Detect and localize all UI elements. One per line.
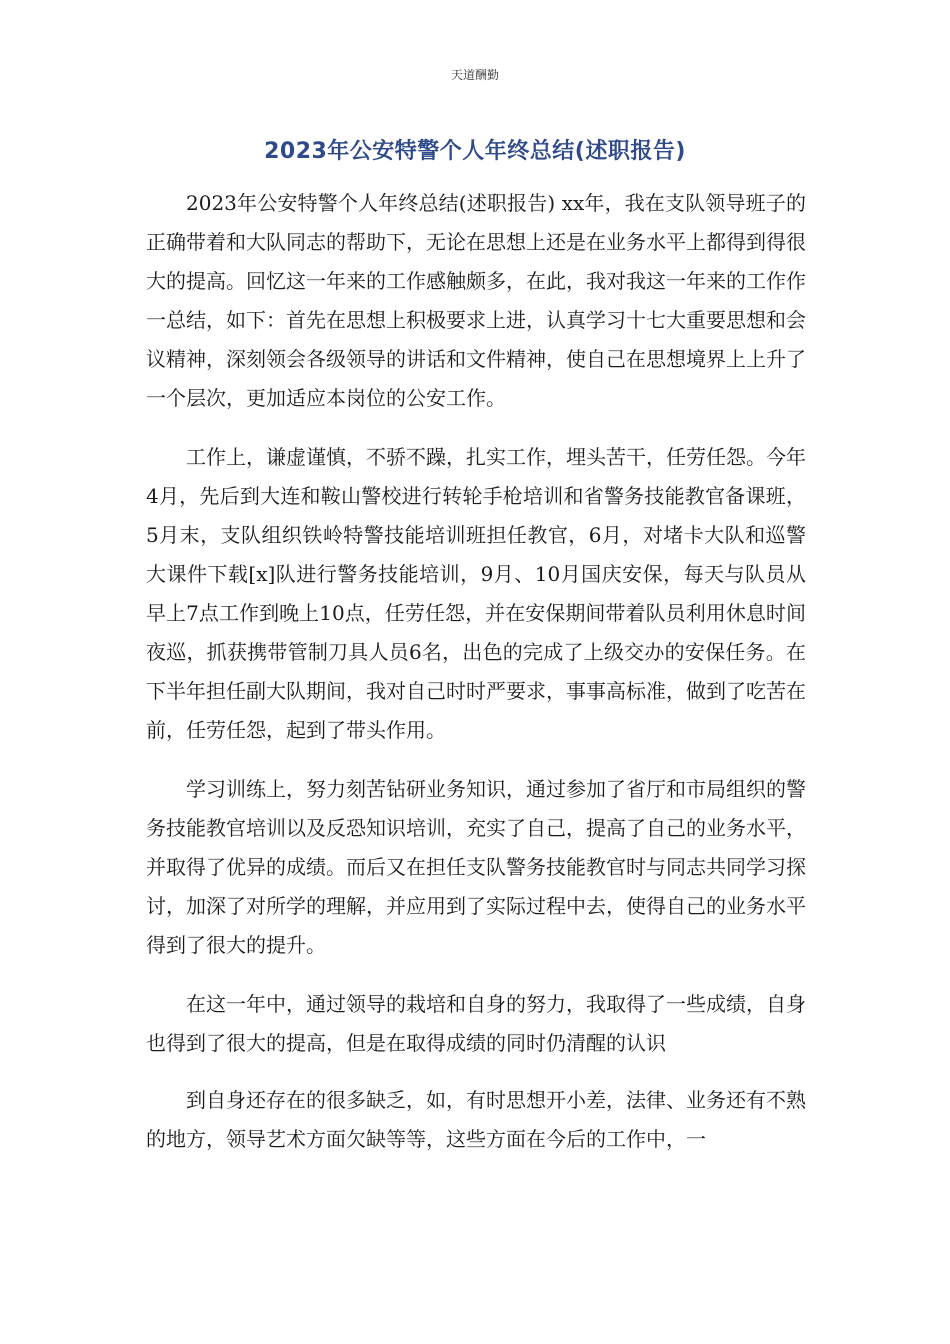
paragraph-2: 工作上，谦虚谨慎，不骄不躁，扎实工作，埋头苦干，任劳任怨。今年4月，先后到大连和鞍山警校进行转轮手枪培训和省警务技能教官备课班，5月末，支队组织铁岭特警技能培训班担任教官，6月，对堵卡大队和巡警大课件下载[x]队进行警务技能培训，9月、10月国庆安保，每天与队员从早上7点工作到晚上10点，任劳任怨，并在安保期间带着队员利用休息时间夜巡，抓获携带管制刀具人员6名，出色的完成了上级交办的安保任务。在下半年担任副大队期间，我对自己时时严要求，事事高标准，做到了吃苦在前，任劳任怨，起到了带头作用。 <box>146 445 806 742</box>
document-body <box>146 184 806 1179</box>
paragraph-5: 到自身还存在的很多缺乏，如，有时思想开小差，法律、业务还有不熟的地方，领导艺术方面欠缺等等，这些方面在今后的工作中，一 <box>146 1088 806 1151</box>
paragraph-1: 2023年公安特警个人年终总结(述职报告) xx年，我在支队领导班子的正确带着和大队同志的帮助下，无论在思想上还是在业务水平上都得到得很大的提高。回忆这一年来的工作感触颇多，在此，我对我这一年来的工作作一总结，如下：首先在思想上积极要求上进，认真学习十七大重要思想和会议精神，深刻领会各级领导的讲话和文件精神，使自己在思想境界上上升了一个层次，更加适应本岗位的公安工作。 <box>146 191 806 410</box>
document-title: 2023年公安特警个人年终总结(述职报告) <box>264 139 686 164</box>
page-header: 天道酬勤 <box>450 68 499 82</box>
paragraph-3: 学习训练上，努力刻苦钻研业务知识，通过参加了省厅和市局组织的警务技能教官培训以及反恐知识培训，充实了自己，提高了自己的业务水平，并取得了优异的成绩。而后又在担任支队警务技能教官时与同志共同学习探讨，加深了对所学的理解，并应用到了实际过程中去，使得自己的业务水平得到了很大的提升。 <box>146 777 806 957</box>
paragraph-4: 在这一年中，通过领导的栽培和自身的努力，我取得了一些成绩，自身也得到了很大的提高，但是在取得成绩的同时仍清醒的认识 <box>146 992 806 1055</box>
